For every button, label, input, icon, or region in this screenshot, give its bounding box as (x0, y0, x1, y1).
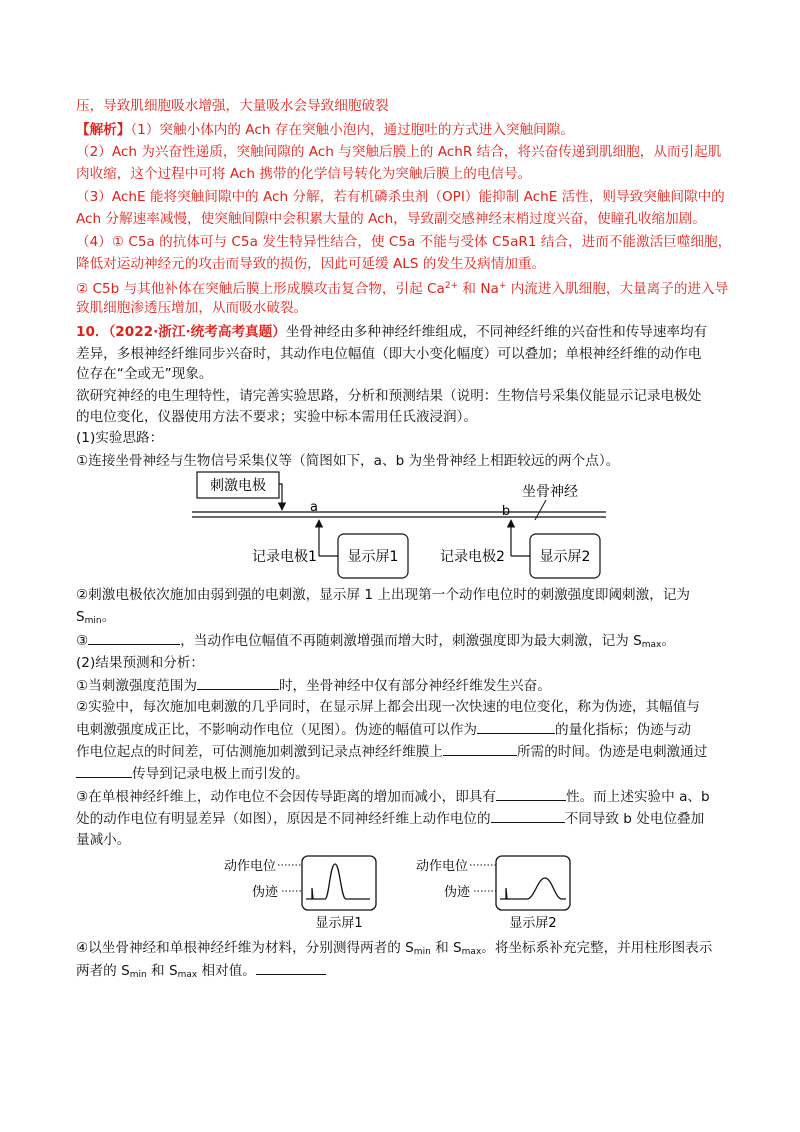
rec2-label: 记录电极2 (440, 549, 505, 565)
result-4b-sub1: min (129, 970, 147, 980)
result-2b-pre: 电刺激强度成正比，不影响动作电位（见图）。伪迹的幅值可以作为 (76, 722, 478, 738)
result-4a-3: 。将坐标系补充完整，并用柱形图表示 (481, 940, 713, 956)
result-3a-post: 性。而上述实验中 a、b (566, 789, 710, 805)
step-3 (76, 630, 675, 655)
result-2a: ②实验中，每次施加电刺激的几乎同时，在显示屏上都会出现一次快速的电位变化，称为伪迹，其幅值与 (76, 699, 700, 715)
blank-result-1[interactable] (197, 675, 279, 690)
screen-label-2: 显示屏2 (509, 916, 557, 931)
screen-2-frame (496, 856, 570, 910)
step-3-post: ，当动作电位幅值不再随刺激增强而增大时，刺激强度即为最大刺激，记为 S (180, 633, 642, 649)
result-3b (76, 808, 704, 829)
p5a-part3: 内流进入肌细胞，大量离子的进入导 (506, 281, 729, 297)
step-2a: ②刺激电极依次施加由弱到强的电刺激，显示屏 1 上出现第一个动作电位时的刺激强度即阈刺激，记为 (76, 587, 691, 603)
analysis-p5a (76, 276, 728, 299)
analysis-p2a: （2）Ach 为兴奋性递质，突触间隙的 Ach 与突触后膜上的 AchR 结合，将兴奋传递到肌细胞，从而引起肌 (76, 144, 722, 160)
analysis-p2b: 肉收缩，这个过程中可将 Ach 携带的化学信号转化为突触后膜上的电信号。 (76, 166, 532, 182)
blank-result-2d[interactable] (76, 763, 132, 778)
p5a-sup2: + (498, 281, 507, 291)
result-4b-1: 两者的 S (76, 963, 130, 979)
stim-electrode-label: 刺激电极 (210, 478, 266, 494)
result-3b-post: 不同导致 b 处电位叠加 (564, 811, 705, 827)
screen-label-1: 显示屏1 (315, 916, 363, 931)
p5a-part2: 和 Na (458, 281, 499, 297)
analysis-p1 (76, 120, 574, 140)
blank-step-3[interactable] (88, 630, 180, 645)
step-2b (76, 607, 115, 631)
q10-line-3: 位存在“全或无”现象。 (76, 366, 213, 382)
result-4a (76, 938, 712, 962)
result-3a (76, 786, 710, 807)
analysis-tag: 【解析】 (76, 122, 131, 138)
result-4a-1: ④以坐骨神经和单根神经纤维为材料，分别测得两者的 S (76, 940, 414, 956)
step-3-pre: ③ (76, 633, 89, 649)
p5a-sup1: 2+ (444, 281, 459, 291)
result-2c-post: 所需的时间。伪迹是电刺激通过 (517, 744, 708, 760)
result-2b (76, 719, 691, 740)
result-1 (76, 675, 551, 696)
p5a-part1: ② C5b 与其他补体在突触后膜上形成膜攻击复合物，引起 Ca (76, 281, 445, 297)
result-4a-sub1: min (413, 947, 431, 957)
section-1-title: (1)实验思路： (76, 430, 164, 446)
point-a-label: a (310, 500, 318, 515)
analysis-p3b: Ach 分解速率减慢，使突触间隙中会积累大量的 Ach，导致副交感神经末梢过度兴奋，使瞳孔收缩加剧。 (76, 211, 706, 227)
result-4b-3: 相对值。 (197, 963, 256, 979)
blank-result-2b[interactable] (477, 719, 555, 734)
q10-line-4: 欲研究神经的电生理特性，请完善实验思路，分析和预测结果（说明：生物信号采集仪能显示记录电极处 (76, 388, 702, 404)
analysis-p4b: 降低对运动神经元的攻击而导致的损伤，因此可延缓 ALS 的发生及病情加重。 (76, 256, 546, 272)
result-4a-sub2: max (461, 947, 482, 957)
step-3-end: 。 (661, 633, 675, 649)
result-2d-post: 传导到记录电极上而引发的。 (132, 766, 309, 782)
result-2d (76, 763, 309, 784)
analysis-p3a: （3）AchE 能将突触间隙中的 Ach 分解，若有机磷杀虫剂（OPI）能抑制 AchE 活性，则导致突触间隙中的 (76, 189, 725, 205)
result-4a-2: 和 S (430, 940, 462, 956)
analysis-p4a: （4）① C5a 的抗体可与 C5a 发生特异性结合，使 C5a 不能与受体 C5aR1 结合，进而不能激活巨噬细胞， (76, 234, 732, 250)
artifact-label-2: 伪迹 (444, 885, 471, 900)
q10-line-5: 的电位变化，仪器使用方法不要求；实验中标本需用任氏液浸润）。 (76, 409, 478, 425)
analysis-p5b: 致肌细胞渗透压增加，从而吸水破裂。 (76, 300, 308, 316)
blank-result-4[interactable] (256, 960, 326, 975)
blank-result-3b[interactable] (491, 808, 565, 823)
step-1: ①连接坐骨神经与生物信号采集仪等（简图如下，a、b 为坐骨神经上相距较远的两个点）。 (76, 453, 620, 469)
smin-S: S (76, 609, 85, 625)
q10-l1: 坐骨神经由多种神经纤维组成，不同神经纤维的兴奋性和传导速率均有 (285, 324, 708, 340)
result-1-post: 时，坐骨神经中仅有部分神经纤维发生兴奋。 (278, 678, 551, 694)
result-3a-pre: ③在单根神经纤维上，动作电位不会因传导距离的增加而减小，即具有 (76, 789, 496, 805)
rec1-label: 记录电极1 (252, 549, 317, 565)
ap-label-2: 动作电位 (416, 859, 469, 874)
result-3b-pre: 处的动作电位有明显差异（如图），原因是不同神经纤维上动作电位的 (76, 811, 491, 827)
smin-sub: min (84, 616, 102, 626)
result-2b-post: 的量化指标；伪迹与动 (555, 722, 691, 738)
result-2c (76, 741, 707, 762)
result-2c-pre: 作电位起点的时间差，可估测施加刺激到记录点神经纤维膜上 (76, 744, 444, 760)
result-4b-2: 和 S (146, 963, 178, 979)
result-1-pre: ①当刺激强度范围为 (76, 678, 197, 694)
result-4b-sub2: max (177, 970, 198, 980)
screen-traces-figure (222, 850, 592, 932)
analysis-p1-text: （1）突触小体内的 Ach 存在突触小泡内，通过胞吐的方式进入突触间隙。 (130, 122, 574, 138)
point-b-label: b (501, 504, 511, 519)
smax-sub: max (641, 640, 662, 650)
result-4b (76, 960, 326, 985)
artifact-label-1: 伪迹 (252, 885, 279, 900)
result-3c: 量减小。 (76, 832, 131, 848)
q10-source: （2022·浙江·统考高考真题） (108, 324, 286, 340)
answer-line-0: 压，导致肌细胞吸水增强，大量吸水会导致细胞破裂 (76, 98, 389, 114)
q10-line-1 (76, 322, 707, 342)
q10-number: 10． (76, 324, 109, 340)
apparatus-diagram (190, 470, 610, 582)
screen2-label: 显示屏2 (539, 549, 591, 565)
ap-label-1: 动作电位 (224, 859, 277, 874)
screen1-label: 显示屏1 (347, 549, 399, 565)
blank-result-3a[interactable] (496, 786, 566, 801)
q10-line-2: 差异，多根神经纤维同步兴奋时，其动作电位幅值（即大小变化幅度）可以叠加；单根神经纤维的动作电 (76, 346, 702, 362)
blank-result-2c[interactable] (443, 741, 517, 756)
screen-1-frame (302, 856, 376, 910)
section-2-title: (2)结果预测和分析： (76, 655, 205, 671)
smin-end: 。 (101, 609, 116, 625)
sciatic-nerve-label: 坐骨神经 (522, 484, 578, 500)
